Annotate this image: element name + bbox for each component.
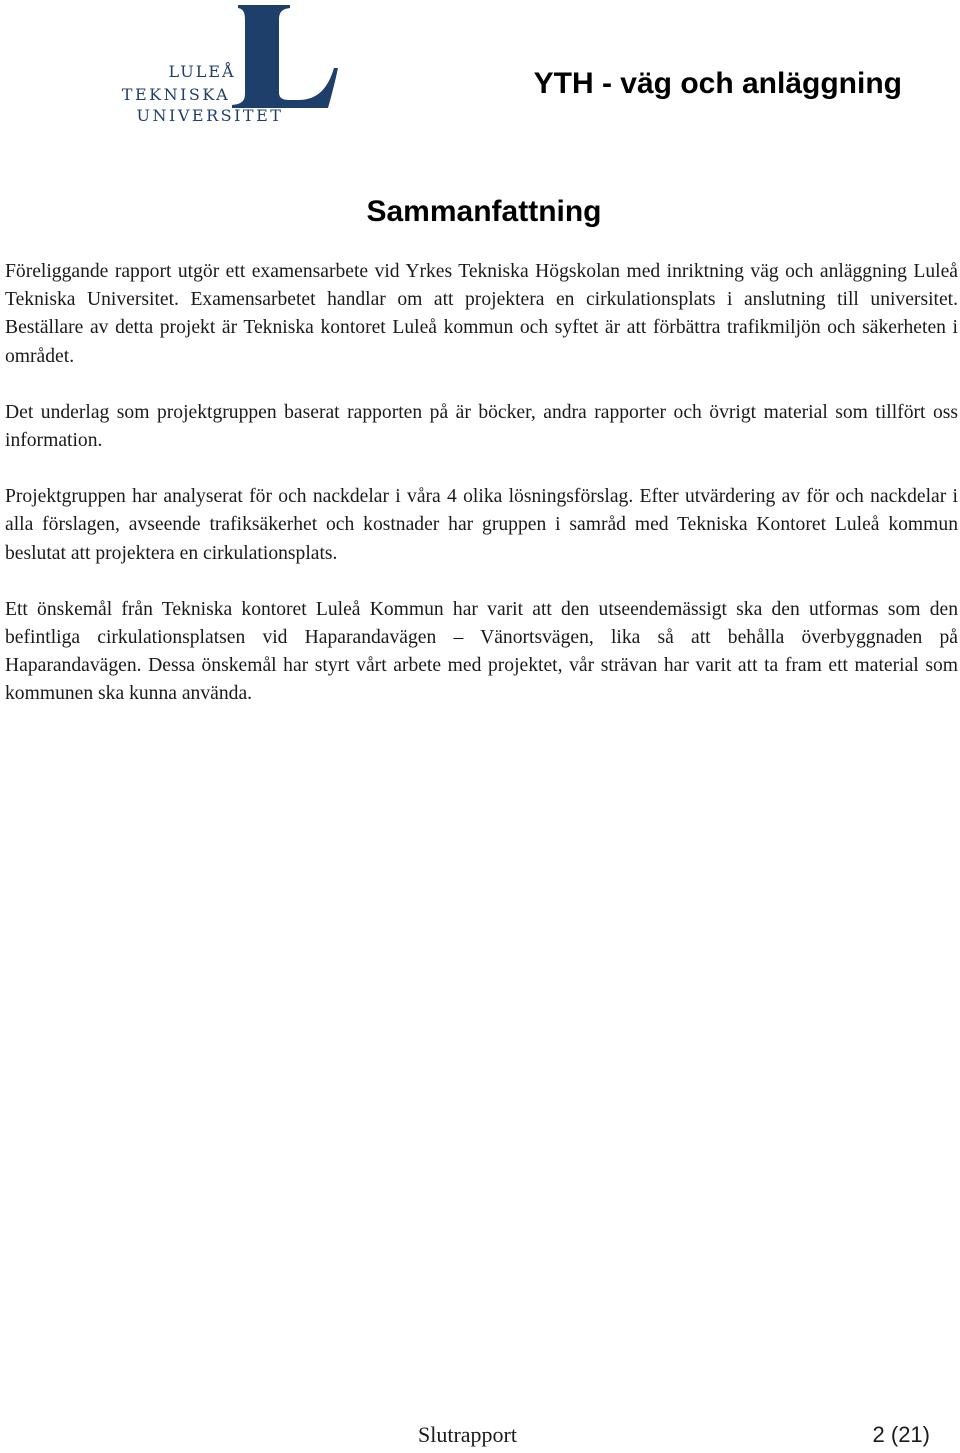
footer-label: Slutrapport bbox=[418, 1422, 517, 1447]
logo-line-3: UNIVERSITET bbox=[136, 106, 284, 125]
logo-line-2: TEKNISKA bbox=[121, 85, 231, 104]
document-title: YTH - väg och anläggning bbox=[533, 67, 902, 100]
page-number: 2 (21) bbox=[872, 1422, 930, 1447]
logo-monogram bbox=[232, 5, 338, 108]
logo-line-1: LULEÅ bbox=[168, 62, 236, 81]
section-heading: Sammanfattning bbox=[366, 195, 602, 228]
summary-body bbox=[5, 258, 958, 737]
paragraph-4: Ett önskemål från Tekniska kontoret Luleå Kommun har varit att den utseendemässigt ska den utformas som den befintliga cirkulationsplatsen vid Haparandavägen – Vänortsvägen, lika så att behålla överbyggnaden på Haparandavägen. Dessa önskemål har styrt vårt arbete med projektet, vår strävan har varit att ta fram ett material som kommunen ska kunna använda. bbox=[5, 598, 958, 705]
paragraph-1: Föreliggande rapport utgör ett examensarbete vid Yrkes Tekniska Högskolan med inriktning väg och anläggning Luleå Tekniska Universitet. Examensarbetet handlar om att projektera en cirkulationsplats i anslutning till universitet. Beställare av detta projekt är Tekniska kontoret Luleå kommun och syftet är att förbättra trafikmiljön och säkerheten i området. bbox=[5, 261, 958, 367]
paragraph-2: Det underlag som projektgruppen baserat rapporten på är böcker, andra rapporter och övrigt material som tillfört oss information. bbox=[5, 401, 958, 452]
university-logo bbox=[112, 0, 344, 128]
paragraph-3: Projektgruppen har analyserat för och nackdelar i våra 4 olika lösningsförslag. Efter utvärdering av för och nackdelar i alla förslagen, avseende trafiksäkerhet och kostnader har gruppen i samråd med Tekniska Kontoret Luleå kommun beslutat att projektera en cirkulationsplats. bbox=[5, 486, 958, 564]
